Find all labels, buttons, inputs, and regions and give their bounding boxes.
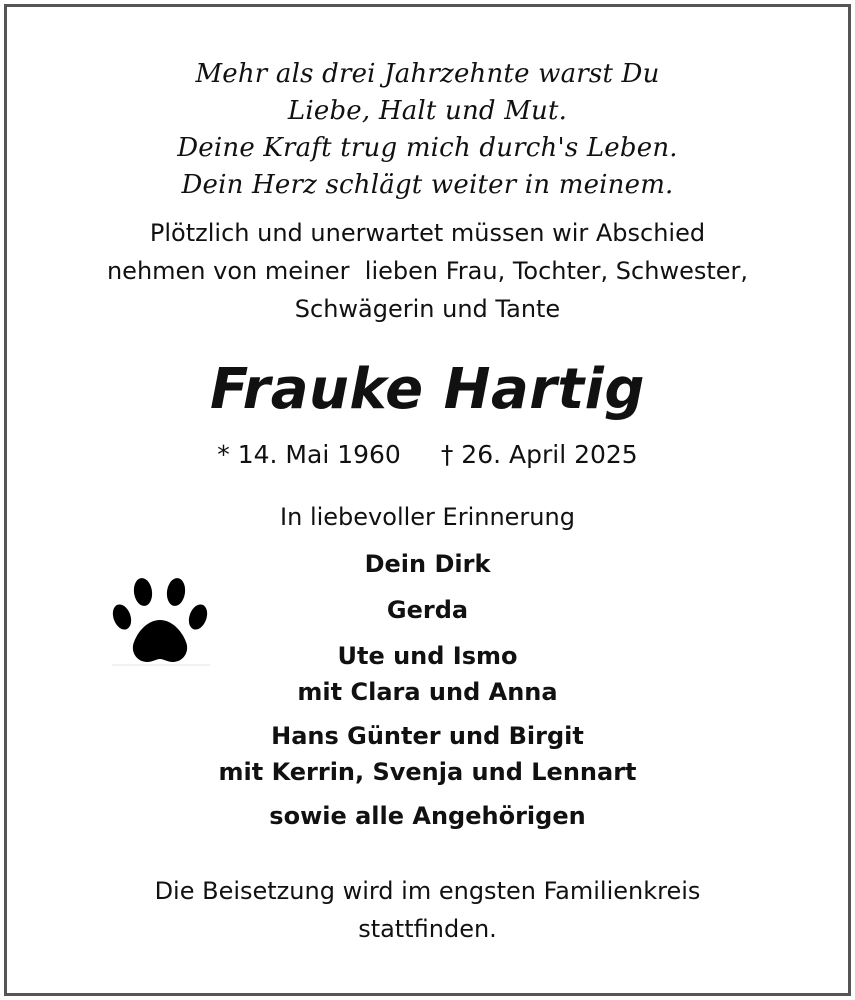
death-date: † 26. April 2025 <box>440 440 638 469</box>
signer-line: mit Kerrin, Svenja und Lennart <box>218 758 637 786</box>
funeral-note <box>0 872 855 948</box>
announcement-line: nehmen von meiner lieben Frau, Tochter, Schwester, <box>106 257 749 285</box>
birth-date: * 14. Mai 1960 <box>217 440 401 469</box>
memory-text: In liebevoller Erinnerung <box>280 503 575 531</box>
life-dates <box>0 436 855 474</box>
signer-line: sowie alle Angehörigen <box>269 802 586 830</box>
poem-line: Mehr als drei Jahrzehnte warst Du <box>195 59 660 89</box>
signer-line: Hans Günter und Birgit <box>271 722 584 750</box>
announcement-text <box>0 214 855 328</box>
funeral-note-line: stattfinden. <box>358 915 497 943</box>
signer-line: Gerda <box>386 596 469 624</box>
poem <box>0 56 855 204</box>
signers <box>0 546 855 834</box>
signer-line: Dein Dirk <box>364 550 491 578</box>
poem-line: Liebe, Halt und Mut. <box>287 96 568 126</box>
funeral-note-line: Die Beisetzung wird im engsten Familienkreis <box>154 877 701 905</box>
announcement-line: Plötzlich und unerwartet müssen wir Abschied <box>149 219 706 247</box>
signer-line: Ute und Ismo <box>337 642 518 670</box>
poem-line: Deine Kraft trug mich durch's Leben. <box>177 133 678 163</box>
deceased-name: Frauke Hartig <box>210 357 645 422</box>
announcement-line: Schwägerin und Tante <box>294 295 561 323</box>
signer-line: mit Clara und Anna <box>297 678 558 706</box>
poem-line: Dein Herz schlägt weiter in meinem. <box>181 170 674 200</box>
